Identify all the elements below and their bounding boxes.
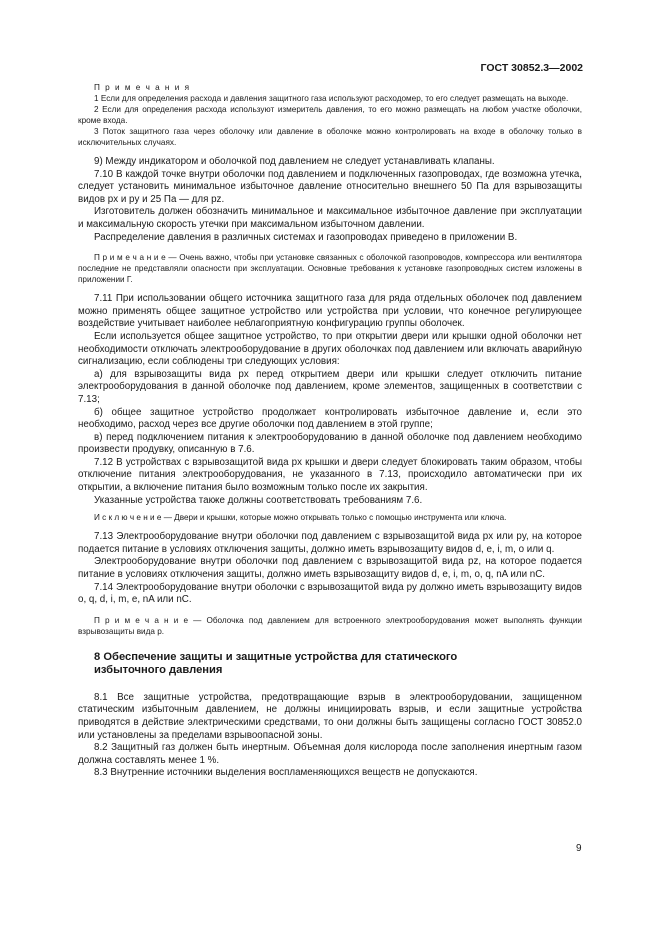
note-item: 2 Если для определения расхода используют измеритель давления, то его можно размещать на любом участке оболочки, кроме входа. xyxy=(78,105,582,125)
section-8-heading xyxy=(78,651,582,678)
exception-note: И с к л ю ч е н и е — Двери и крышки, которые можно открывать только с помощью инструмента или ключа. xyxy=(94,513,507,523)
clause-7-12: 7.12 В устройствах с взрывозащитой вида px крышки и двери следует блокировать таким образом, чтобы отключение питания электрооборудования, не указанного в 7.13, происходило автоматически при их открытии, а включение питания было возможным только после их закрытия. xyxy=(78,456,582,494)
note-item: 1 Если для определения расхода и давления защитного газа используют расходомер, то его следует размещать на выходе. xyxy=(94,94,569,103)
paragraph-manufacturer: Изготовитель должен обозначить минимальное и максимальное избыточное давление при эксплуатации и максимальную скорость утечки при максимальном избыточном давлении. xyxy=(78,206,582,230)
condition-a: а) для взрывозащиты вида px перед открытием двери или крышки следует отключить питание электрооборудования в данной оболочке под давлением, кроме элементов, защищенных в соответствии с 7.13; xyxy=(78,368,582,405)
paragraph-common-device: Если используется общее защитное устройство, то при открытии двери или крышки одной оболочки нет необходимости отключать электрооборудование в других оболочках под давлением или включать аварийную сигнализацию, если соблюдены три следующих условия: xyxy=(78,330,582,368)
clause-7-14: 7.14 Электрооборудование внутри оболочки с взрывозащитой вида py должно иметь взрывозащиту видов o, q, d, i, m, e, nA или nC. xyxy=(78,581,582,606)
clause-8-3: 8.3 Внутренние источники выделения воспламеняющихся веществ не допускаются. xyxy=(94,767,478,779)
page-number: 9 xyxy=(576,843,582,854)
paragraph-item-9: 9) Между индикатором и оболочкой под давлением не следует устанавливать клапаны. xyxy=(94,156,495,167)
note-built-in: П р и м е ч а н и е — Оболочка под давлением для встроенного электрооборудования может выполнять функции взрывозащиты вида p. xyxy=(78,615,582,636)
clause-8-2: 8.2 Защитный газ должен быть инертным. Объемная доля кислорода после заполнения инертным газом должна составлять менее 1 %. xyxy=(78,742,582,766)
document-id-header: ГОСТ 30852.3—2002 xyxy=(480,62,583,74)
clause-7-13: 7.13 Электрооборудование внутри оболочки под давлением с взрывозащитой вида px или py, на которое подается питание в условиях отключения защиты, должно иметь взрывозащиту видов d, e, i, m, o или q. xyxy=(78,531,582,555)
condition-v: в) перед подключением питания к электрооборудованию в данной оболочке под давлением необходимо произвести продувку, описанную в 7.6. xyxy=(78,431,582,456)
clause-7-10: 7.10 В каждой точке внутри оболочки под давлением и подключенных газопроводах, где возможна утечка, следует установить минимальное избыточное давление относительно внешнего 50 Па для взрывозащиты видов px и py и 25 Па — для pz. xyxy=(78,168,582,205)
note-item: 3 Поток защитного газа через оболочку или давление в оболочке можно контролировать на входе в оболочку только в исключительных случаях. xyxy=(78,127,582,147)
page-content xyxy=(78,82,582,780)
section-8-title-line2: избыточного давления xyxy=(94,664,223,677)
note-gas-lines: П р и м е ч а н и е — Очень важно, чтобы при установке связанных с оболочкой газопроводов, компрессора или вентилятора последние не представляли опасности при эксплуатации. Основные требования к установке газопроводных систем изложены в приложении Г. xyxy=(78,253,582,285)
paragraph-distribution: Распределение давления в различных системах и газопроводах приведено в приложении В. xyxy=(94,231,518,243)
clause-7-11: 7.11 При использовании общего источника защитного газа для ряда отдельных оболочек под давлением можно применять общее защитное устройство или устройства при условии, что конечное регулирующее воздействие учитывает наиболее неблагоприятную конфигурацию группы оболочек. xyxy=(78,293,582,330)
paragraph-pz: Электрооборудование внутри оболочки под давлением с взрывозащитой вида pz, на которое подается питание в условиях отключения защиты, должно иметь взрывозащиту видов d, e, i, m, o, q, nA или nC. xyxy=(78,556,582,581)
condition-b: б) общее защитное устройство продолжает контролировать избыточное давление и, если это необходимо, расход через все другие оболочки под давлением в этой группе; xyxy=(78,406,582,431)
paragraph-also: Указанные устройства также должны соответствовать требованиям 7.6. xyxy=(94,494,423,506)
notes-label: П р и м е ч а н и я xyxy=(94,83,191,92)
clause-8-1: 8.1 Все защитные устройства, предотвращающие взрыв в электрооборудовании, защищенном статическим избыточным давлением, не должны инициировать взрыв, и если защитные устройства приводятся в действие электрическими средствами, то они должны быть защищены согласно ГОСТ 30852.0 или установлены за пределами взрывоопасной зоны. xyxy=(78,691,582,741)
section-8-title-line1: 8 Обеспечение защиты и защитные устройства для статического xyxy=(94,650,458,663)
